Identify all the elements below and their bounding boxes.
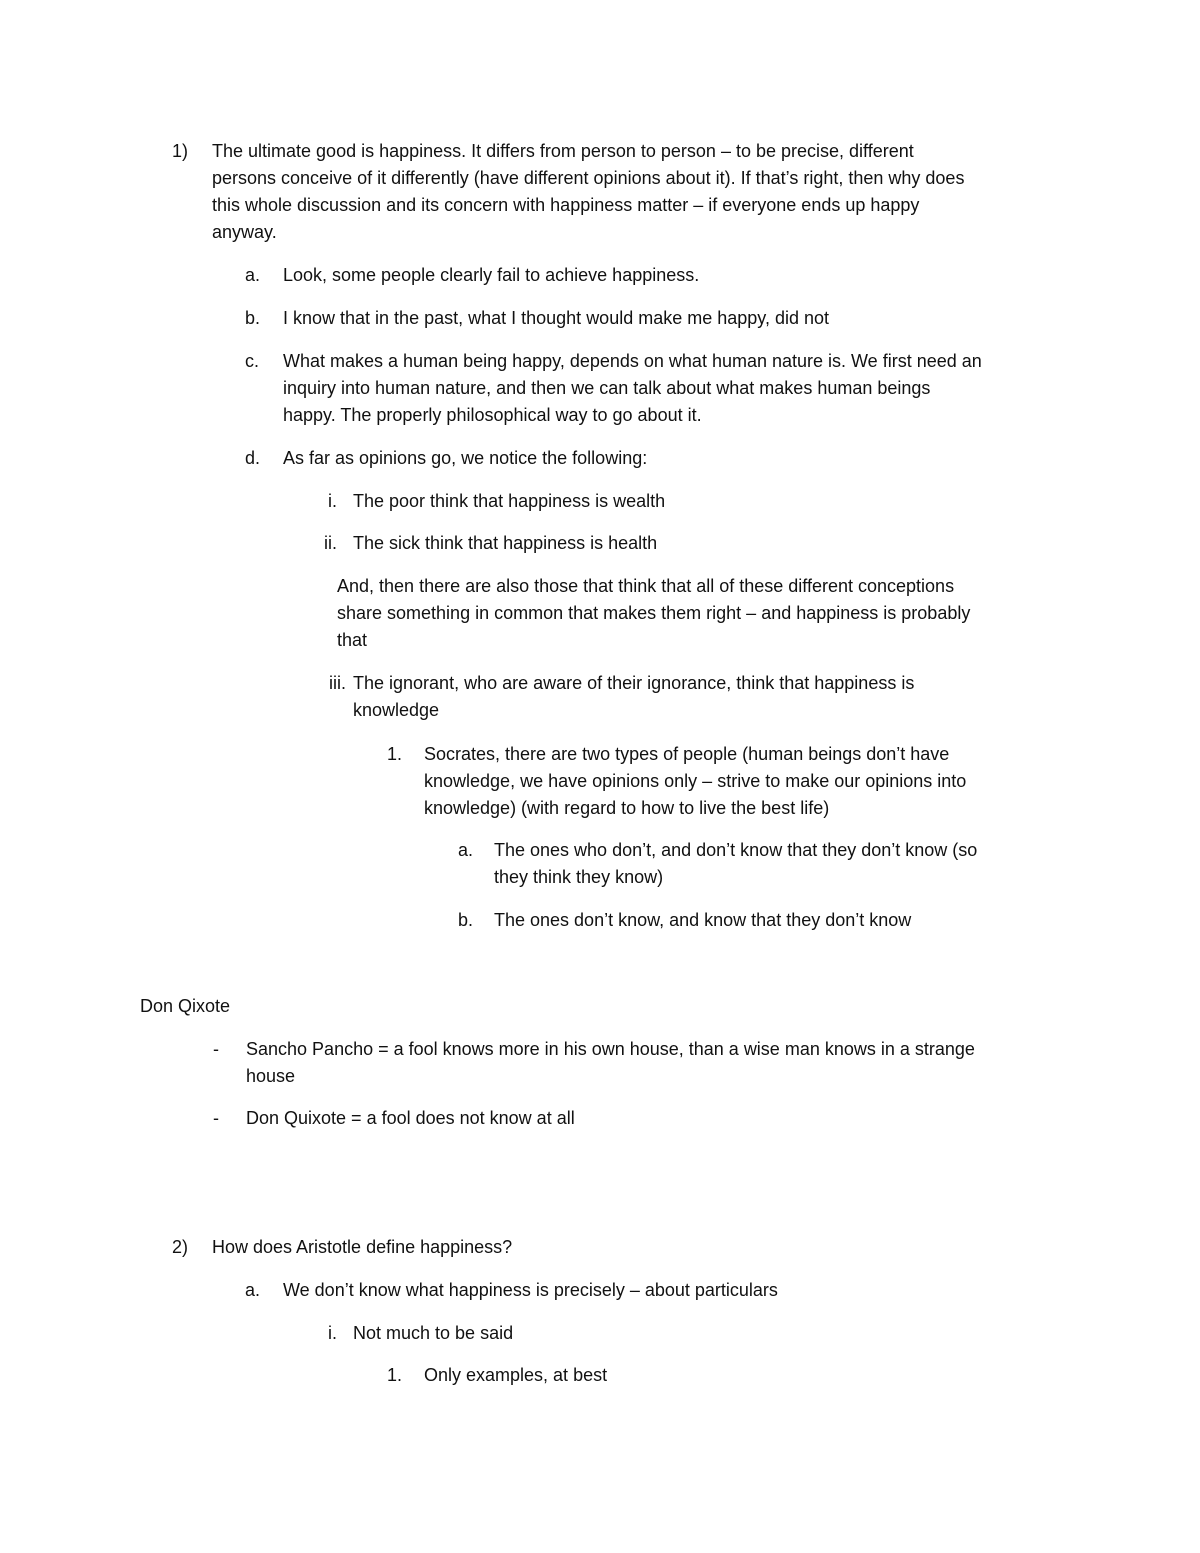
- list-marker-2a: a.: [245, 1280, 261, 1300]
- item1d-line-1: As far as opinions go, we notice the following:: [283, 448, 648, 468]
- socrates-a-line-2: they think they know): [494, 867, 664, 887]
- list-marker-1c: c.: [245, 351, 260, 371]
- list-marker-1b: b.: [245, 308, 261, 328]
- item2a-i-line-1: Not much to be said: [353, 1323, 514, 1343]
- list-marker-socrates-b: b.: [458, 910, 474, 930]
- list-marker-1d-iii: iii.: [329, 673, 346, 693]
- item1d-ii-line-1: The sick think that happiness is health: [353, 533, 658, 553]
- item2-line-1: How does Aristotle define happiness?: [212, 1237, 513, 1257]
- item1c-line-1: What makes a human being happy, depends on what human nature is. We first need an: [283, 351, 982, 371]
- socrates-line-1: Socrates, there are two types of people (human beings don’t have: [424, 744, 950, 764]
- item2a-line-1: We don’t know what happiness is precisely – about particulars: [283, 1280, 778, 1300]
- list-marker-1a: a.: [245, 265, 261, 285]
- list-marker-2a-i-1: 1.: [387, 1365, 403, 1385]
- item1b-line-1: I know that in the past, what I thought would make me happy, did not: [283, 308, 829, 328]
- socrates-line-3: knowledge) (with regard to how to live the best life): [424, 798, 830, 818]
- item2a-i-1-line-1: Only examples, at best: [424, 1365, 608, 1385]
- item1-line-2: persons conceive of it differently (have different opinions about it). If that’s right, then why does: [212, 168, 965, 188]
- bullet2-line-1: Don Quixote = a fool does not know at all: [246, 1108, 575, 1128]
- item1c-line-2: inquiry into human nature, and then we can talk about what makes human beings: [283, 378, 931, 398]
- item1a-line-1: Look, some people clearly fail to achieve happiness.: [283, 265, 700, 285]
- list-marker-2a-i: i.: [328, 1323, 337, 1343]
- list-marker-1: 1): [172, 141, 189, 161]
- bullet-marker-1: -: [213, 1039, 219, 1059]
- section-heading: Don Qixote: [140, 996, 231, 1016]
- bullet-marker-2: -: [213, 1108, 219, 1128]
- item1d-iii-line-2: knowledge: [353, 700, 440, 720]
- socrates-line-2: knowledge, we have opinions only – strive to make our opinions into: [424, 771, 967, 791]
- item1-line-4: anyway.: [212, 222, 277, 242]
- item1-line-3: this whole discussion and its concern with happiness matter – if everyone ends up happy: [212, 195, 920, 215]
- list-marker-1d-ii: ii.: [324, 533, 337, 553]
- note-line-1: And, then there are also those that think that all of these different conceptions: [337, 576, 955, 596]
- note-line-2: share something in common that makes them right – and happiness is probably: [337, 603, 971, 623]
- socrates-a-line-1: The ones who don’t, and don’t know that they don’t know (so: [494, 840, 978, 860]
- item1c-line-3: happy. The properly philosophical way to go about it.: [283, 405, 702, 425]
- list-marker-socrates-a: a.: [458, 840, 474, 860]
- list-marker-1d-iii-1: 1.: [387, 744, 403, 764]
- socrates-b-line-1: The ones don’t know, and know that they don’t know: [494, 910, 912, 930]
- list-marker-1d-i: i.: [328, 491, 337, 511]
- list-marker-2: 2): [172, 1237, 189, 1257]
- bullet1-line-1: Sancho Pancho = a fool knows more in his own house, than a wise man knows in a strange: [246, 1039, 975, 1059]
- bullet1-line-2: house: [246, 1066, 296, 1086]
- note-line-3: that: [337, 630, 368, 650]
- item1d-iii-line-1: The ignorant, who are aware of their ignorance, think that happiness is: [353, 673, 915, 693]
- item1d-i-line-1: The poor think that happiness is wealth: [353, 491, 666, 511]
- list-marker-1d: d.: [245, 448, 261, 468]
- item1-line-1: The ultimate good is happiness. It differs from person to person – to be precise, different: [212, 141, 914, 161]
